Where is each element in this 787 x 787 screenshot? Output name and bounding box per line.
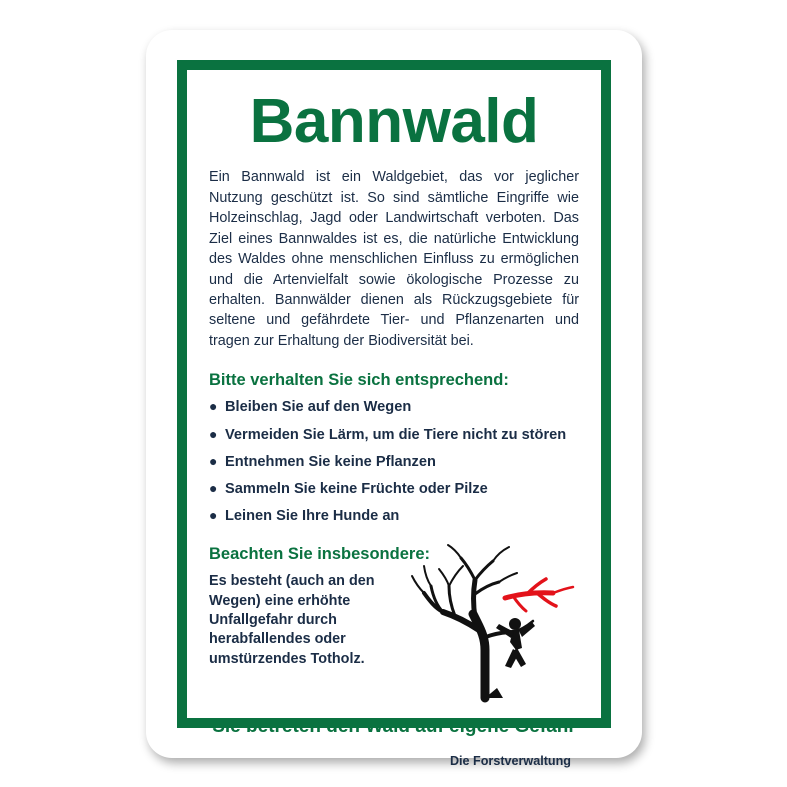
intro-paragraph: Ein Bannwald ist ein Waldgebiet, das vor jeglicher Nutzung geschützt ist. So sind sämtliche Eingriffe wie Holzeinschlag, Jagd oder Landwirtschaft verboten. Das Ziel eines Bannwaldes ist es, die natürliche Entwicklung des Waldes ohne menschlichen Einfluss zu ermöglichen und die Artenvielfalt sowie ökologische Prozesse zu erhalten. Bannwälder dienen als Rückzugsgebiete für seltene und gefährdete Tier- und Pflanzenarten und tragen zur Erhaltung der Biodiversität bei. bbox=[209, 169, 579, 349]
list-item-label: Sammeln Sie keine Früchte oder Pilze bbox=[225, 481, 488, 498]
page-title: Bannwald bbox=[249, 87, 539, 156]
list-item-label: Bleiben Sie auf den Wegen bbox=[225, 399, 412, 416]
authority-signature: Die Forstverwaltung bbox=[449, 754, 571, 769]
list-item bbox=[209, 453, 579, 471]
list-item bbox=[209, 426, 579, 444]
list-item bbox=[209, 507, 579, 525]
list-item bbox=[209, 398, 579, 416]
list-item-label: Leinen Sie Ihre Hunde an bbox=[225, 508, 400, 525]
sign-plate bbox=[146, 30, 642, 769]
rules-heading: Bitte verhalten Sie sich entsprechend: bbox=[209, 371, 509, 390]
notice-text: Es besteht (auch an den Wegen) eine erhöhte Unfallgefahr durch herabfallendes oder umstürzendes Totholz. bbox=[209, 573, 375, 667]
closing-statement: Sie betreten den Wald auf eigene Gefahr bbox=[212, 716, 576, 738]
list-item bbox=[209, 480, 579, 498]
sign-content bbox=[187, 70, 601, 769]
bullet-icon: ● bbox=[209, 480, 218, 497]
bullet-icon: ● bbox=[209, 452, 218, 469]
sign-green-frame bbox=[177, 60, 611, 769]
bullet-icon: ● bbox=[209, 425, 218, 442]
list-item-label: Vermeiden Sie Lärm, um die Tiere nicht zu stören bbox=[225, 426, 567, 443]
notice-block bbox=[209, 572, 579, 702]
bullet-icon: ● bbox=[209, 398, 218, 415]
falling-deadwood-illustration-icon bbox=[393, 538, 583, 703]
notice-heading: Beachten Sie insbesondere: bbox=[209, 545, 430, 564]
bullet-icon: ● bbox=[209, 507, 218, 524]
rules-list bbox=[209, 398, 579, 525]
list-item-label: Entnehmen Sie keine Pflanzen bbox=[225, 453, 436, 470]
